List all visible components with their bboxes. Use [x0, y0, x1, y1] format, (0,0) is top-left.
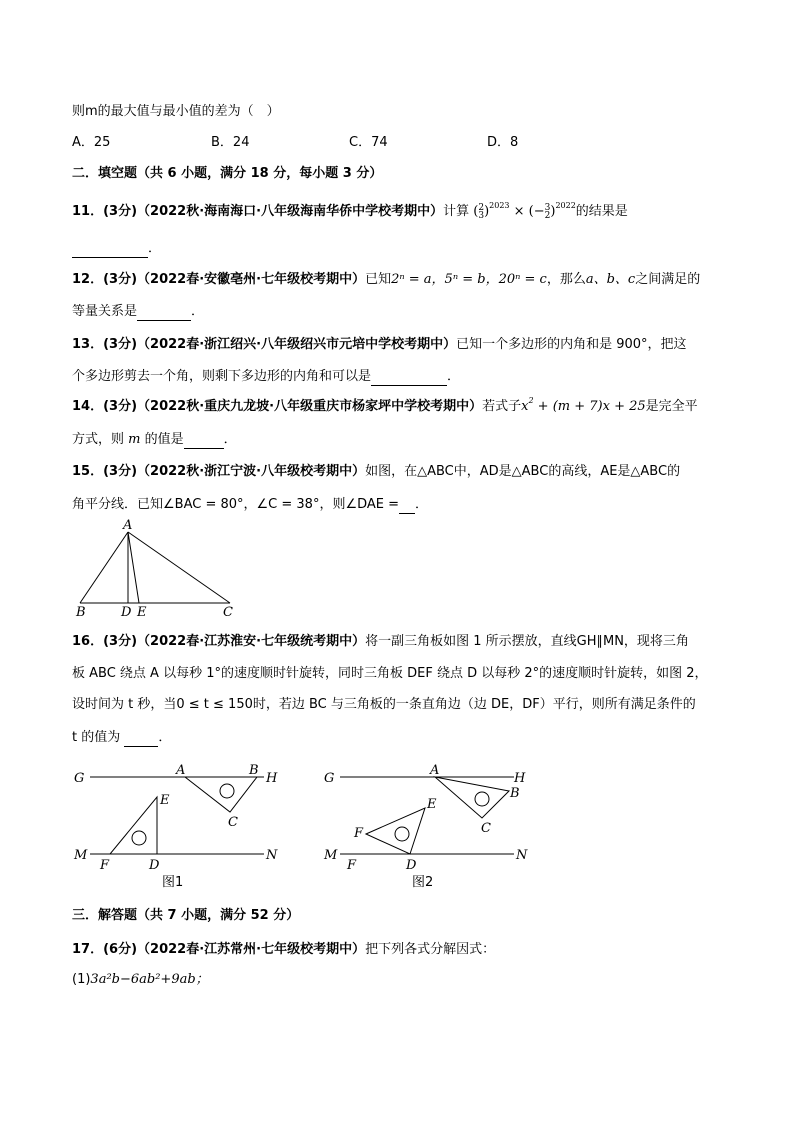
q13-number: 13．	[72, 337, 104, 352]
q17-item1-label: (1)	[72, 972, 91, 987]
q15-number: 15．	[72, 464, 104, 479]
q16-figure-1	[72, 762, 292, 892]
q11-text-b: 的结果是	[575, 204, 628, 219]
q16-number: 16．	[72, 634, 104, 649]
q11-blank	[72, 243, 148, 258]
q12	[72, 271, 700, 289]
fig1-label-d: D	[149, 858, 160, 873]
q15-bisector-ae	[128, 532, 139, 603]
q12-text-b: ，那么	[546, 272, 586, 287]
q14-text-a: 若式子	[482, 399, 522, 414]
q17-item1-expression: 3a²b−6ab²+9ab；	[90, 972, 209, 987]
fig2-label-b: B	[510, 786, 520, 801]
q11-source: （2022秋·海南海口·八年级海南华侨中学校考期中）	[137, 204, 444, 219]
fig1-label-h: H	[266, 771, 278, 786]
q13	[72, 336, 687, 354]
q14-var-m: m	[128, 432, 141, 447]
q12-text-a: 已知	[365, 272, 392, 287]
q15-label-b: B	[76, 605, 86, 620]
fig2-label-g: G	[324, 771, 335, 786]
q14-expression: $x^2 + (m + 7)x + 25$	[521, 395, 646, 414]
q12-number: 12．	[72, 272, 104, 287]
fig2-hole-abc	[475, 792, 489, 806]
q15-side-ac	[128, 532, 230, 603]
q12-blank	[137, 306, 191, 321]
fig2-label-h: H	[514, 771, 526, 786]
q13-line2-text: 个多边形剪去一个角，则剩下多边形的内角和可以是	[72, 369, 372, 384]
q13-source: （2022春·浙江绍兴·八年级绍兴市元培中学校考期中）	[137, 337, 457, 352]
q10-stem	[72, 103, 280, 121]
q13-score: (3分)	[103, 337, 138, 352]
q11-exp-1: 2023	[489, 200, 510, 210]
q16	[72, 633, 689, 651]
q12-source: （2022春·安徽亳州·七年级校考期中）	[137, 272, 366, 287]
fig2-label-d: D	[406, 858, 417, 873]
q11-text-a: 计算	[443, 204, 470, 219]
q17	[72, 941, 495, 959]
q11	[72, 200, 628, 221]
q11-score: (3分)	[103, 204, 138, 219]
fig1-label-m: M	[74, 848, 88, 863]
q10-option-a: A．25	[72, 135, 111, 150]
q14-line2-a: 方式，则	[72, 432, 125, 447]
q10-option-b: B．24	[211, 135, 250, 150]
q14	[72, 395, 698, 416]
fig2-label-n: N	[516, 848, 528, 863]
fig2-caption: 图2	[412, 875, 434, 890]
q15-side-ab	[80, 532, 128, 603]
q10-option-c: C．74	[349, 135, 388, 150]
q14-line2: 方式，则 m 的值是 ．	[72, 432, 237, 447]
fig2-hole-def	[395, 827, 409, 841]
fig1-caption: 图1	[162, 875, 184, 890]
fig1-triangle-def	[110, 797, 157, 854]
fig2-label-f: F	[354, 826, 364, 841]
q15-triangle-figure	[70, 515, 250, 620]
q12-text-c: 之间满足的	[635, 272, 701, 287]
q17-text: 把下列各式分解因式：	[365, 942, 496, 957]
section-2-heading: 二．填空题（共 6 小题，满分 18 分，每小题 3 分）	[72, 166, 383, 181]
q15-label-a: A	[123, 518, 133, 533]
q11-answer-line: ．	[72, 240, 161, 258]
fig1-label-a: A	[176, 763, 186, 778]
fig1-label-b: B	[249, 763, 259, 778]
q17-number: 17．	[72, 942, 104, 957]
q17-score: (6分)	[103, 942, 138, 957]
q10-stem-text: 则m的最大值与最小值的差为（ ）	[72, 104, 280, 119]
q15-text: 如图，在△ABC中，AD是△ABC的高线，AE是△ABC的	[365, 464, 681, 479]
q12-vars: a、b、c	[585, 272, 636, 287]
q13-line2: 个多边形剪去一个角，则剩下多边形的内角和可以是 ．	[72, 369, 461, 384]
q11-number: 11．	[72, 204, 104, 219]
q16-source: （2022春·江苏淮安·七年级统考期中）	[137, 634, 366, 649]
fig1-label-c: C	[228, 815, 238, 830]
fig1-label-e: E	[160, 793, 170, 808]
q15-score: (3分)	[103, 464, 138, 479]
q13-blank	[371, 371, 447, 386]
q14-number: 14．	[72, 399, 104, 414]
q16-blank	[124, 732, 158, 747]
q17-item-1	[72, 971, 209, 989]
q16-score: (3分)	[103, 634, 138, 649]
q14-source: （2022秋·重庆九龙坡·八年级重庆市杨家坪中学校考期中）	[137, 399, 483, 414]
q12-line2-text: 等量关系是	[72, 304, 138, 319]
q16-line2: 板 ABC 绕点 A 以每秒 1°的速度顺时针旋转，同时三角板 DEF 绕点 D 以每秒 2°的速度顺时针旋转，如图 2，	[72, 666, 708, 681]
q10-option-d: D．8	[487, 135, 519, 150]
q15-label-c: C	[223, 605, 233, 620]
fig1-label-f: F	[100, 858, 110, 873]
fig2-label-m: M	[324, 848, 338, 863]
q15-blank	[399, 499, 415, 514]
q14-blank	[184, 434, 224, 449]
q13-text: 已知一个多边形的内角和是 900°，把这	[456, 337, 687, 352]
q15-source: （2022秋·浙江宁波·八年级校考期中）	[137, 464, 366, 479]
q17-source: （2022春·江苏常州·七年级校考期中）	[137, 942, 366, 957]
q14-line2-b: 的值是	[144, 432, 184, 447]
fig1-label-g: G	[74, 771, 85, 786]
q15	[72, 463, 680, 481]
q16-line4: t 的值为 ．	[72, 730, 172, 745]
q16-line3: 设时间为 t 秒，当0 ≤ t ≤ 150时，若边 BC 与三角板的一条直角边（边 DE，DF）平行，则所有满足条件的	[72, 697, 696, 712]
q15-label-e: E	[137, 605, 147, 620]
q11-exp-2: 2022	[555, 200, 576, 210]
q15-line2: 角平分线．已知∠BAC = 80°，∠C = 38°，则∠DAE = ．	[72, 497, 429, 512]
fig2-label-e: E	[427, 797, 437, 812]
fig1-hole-def	[132, 831, 146, 845]
q15-label-d: D	[121, 605, 132, 620]
fig1-hole-abc	[220, 784, 234, 798]
q16-figure-2	[322, 762, 542, 892]
q14-text-b: 是完全平	[645, 399, 698, 414]
q12-score: (3分)	[103, 272, 138, 287]
q16-line4-text: t 的值为	[72, 730, 121, 745]
fig2-label-c: C	[481, 821, 491, 836]
fig1-label-n: N	[266, 848, 278, 863]
section-3-heading: 三．解答题（共 7 小题，满分 52 分）	[72, 908, 300, 923]
q15-line2-text: 角平分线．已知∠BAC = 80°，∠C = 38°，则∠DAE =	[72, 497, 400, 512]
q11-expression: (2 3)$^{2023}$ × (−3 2)$^{2022}$	[473, 200, 576, 221]
fig2-label-f2: F	[347, 858, 357, 873]
fig2-triangle-abc	[435, 777, 509, 818]
fig2-label-a: A	[430, 763, 440, 778]
q16-line1: 将一副三角板如图 1 所示摆放，直线GH∥MN，现将三角	[365, 634, 689, 649]
q14-score: (3分)	[103, 399, 138, 414]
q12-equation: 2ⁿ = a，5ⁿ = b，20ⁿ = c	[391, 272, 547, 287]
q12-line2: 等量关系是 ．	[72, 304, 205, 319]
